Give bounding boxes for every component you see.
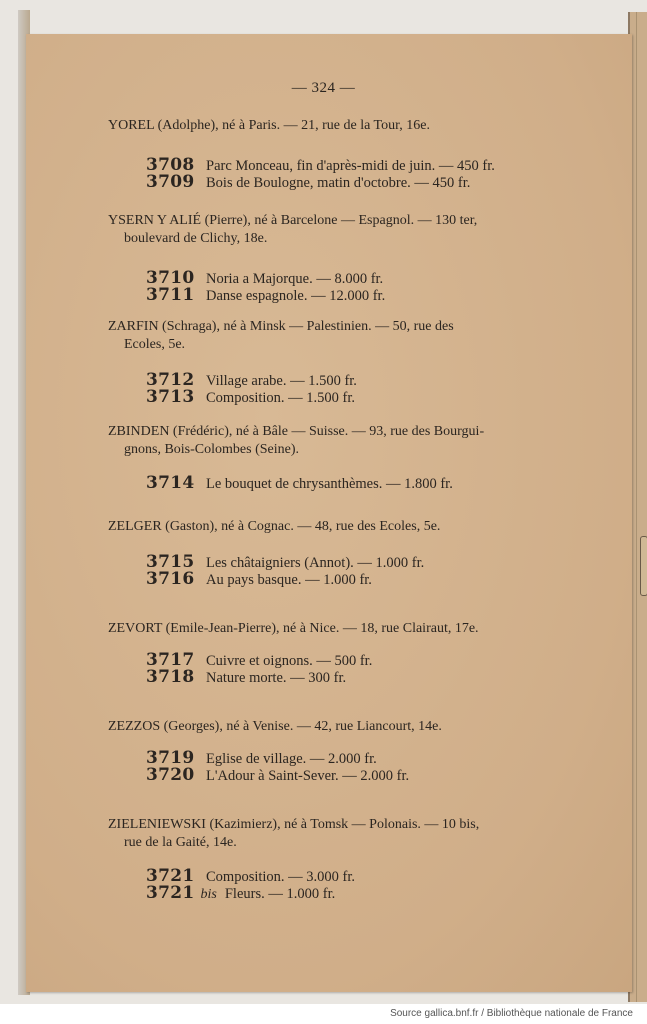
catalog-entry-zevort bbox=[108, 620, 600, 687]
works-list bbox=[108, 473, 600, 493]
work-number: 3721 bbox=[146, 866, 195, 886]
artist-header bbox=[108, 318, 600, 354]
artist-header bbox=[108, 518, 600, 536]
work-item bbox=[146, 172, 600, 192]
page-number: — 324 — bbox=[291, 80, 356, 96]
artist-header-line1: ZIELENIEWSKI (Kazimierz), né à Tomsk — Polonais. — 10 bis, bbox=[108, 817, 480, 832]
works-list bbox=[108, 552, 600, 589]
artist-header bbox=[108, 816, 600, 852]
catalog-entry-zieleniewski bbox=[108, 816, 600, 903]
catalog-entry-yorel bbox=[108, 117, 600, 192]
work-number: 3712 bbox=[146, 370, 195, 390]
catalog-entry-zbinden bbox=[108, 423, 600, 493]
work-title: Bois de Boulogne, matin d'octobre. — 450 fr. bbox=[206, 175, 471, 191]
artist-header-line1: ZBINDEN (Frédéric), né à Bâle — Suisse. — 93, rue des Bourgui- bbox=[108, 424, 485, 439]
catalog-entry-zelger bbox=[108, 518, 600, 589]
work-title: Fleurs. — 1.000 fr. bbox=[224, 886, 336, 902]
artist-header-line2: boulevard de Clichy, 18e. bbox=[124, 231, 268, 246]
work-item bbox=[146, 765, 600, 785]
artist-header-line1: ZEVORT (Emile-Jean-Pierre), né à Nice. — 18, rue Clairaut, 17e. bbox=[108, 621, 479, 636]
work-item bbox=[146, 473, 600, 493]
work-item bbox=[146, 268, 600, 288]
work-title: Nature morte. — 300 fr. bbox=[206, 670, 347, 686]
work-number: 3711 bbox=[146, 285, 195, 305]
work-number: 3714 bbox=[146, 473, 195, 493]
works-list bbox=[108, 650, 600, 687]
artist-header-line1: YSERN Y ALIÉ (Pierre), né à Barcelone — Espagnol. — 130 ter, bbox=[108, 213, 478, 228]
artist-header bbox=[108, 117, 600, 135]
work-title: Les châtaigniers (Annot). — 1.000 fr. bbox=[206, 555, 425, 571]
work-title: Parc Monceau, fin d'après-midi de juin. — 450 fr. bbox=[206, 158, 495, 174]
work-title: Composition. — 1.500 fr. bbox=[206, 390, 356, 406]
catalog-entry-ysern bbox=[108, 212, 600, 305]
work-title: Village arabe. — 1.500 fr. bbox=[206, 373, 357, 389]
work-number: 3719 bbox=[146, 748, 195, 768]
artist-header-line1: YOREL (Adolphe), né à Paris. — 21, rue de la Tour, 16e. bbox=[108, 118, 430, 133]
artist-header-line2: gnons, Bois-Colombes (Seine). bbox=[124, 442, 299, 457]
work-item bbox=[146, 866, 600, 886]
work-title: Eglise de village. — 2.000 fr. bbox=[206, 751, 377, 767]
work-number: 3721 bbox=[146, 883, 195, 903]
works-list bbox=[108, 155, 600, 192]
work-number: 3720 bbox=[146, 765, 195, 785]
artist-header-line2: Ecoles, 5e. bbox=[124, 337, 186, 352]
work-number: 3713 bbox=[146, 387, 195, 407]
work-item bbox=[146, 370, 600, 390]
work-item bbox=[146, 667, 600, 687]
source-credit: Source gallica.bnf.fr / Bibliothèque nationale de France bbox=[390, 1008, 633, 1019]
work-number: 3709 bbox=[146, 172, 195, 192]
artist-header bbox=[108, 718, 600, 736]
work-item bbox=[146, 650, 600, 670]
work-number: 3708 bbox=[146, 155, 195, 175]
work-title: Danse espagnole. — 12.000 fr. bbox=[206, 288, 386, 304]
work-item bbox=[146, 552, 600, 572]
work-title: L'Adour à Saint-Sever. — 2.000 fr. bbox=[206, 768, 410, 784]
artist-header-line2: rue de la Gaité, 14e. bbox=[124, 835, 237, 850]
work-item bbox=[146, 387, 600, 407]
work-title: Au pays basque. — 1.000 fr. bbox=[206, 572, 372, 588]
artist-header bbox=[108, 212, 600, 248]
work-title: Composition. — 3.000 fr. bbox=[206, 869, 356, 885]
work-item bbox=[146, 748, 600, 768]
work-item bbox=[146, 285, 600, 305]
catalog-entry-zarfin bbox=[108, 318, 600, 407]
catalog-entry-zezzos bbox=[108, 718, 600, 785]
work-item bbox=[146, 155, 600, 175]
works-list bbox=[108, 268, 600, 305]
work-title: Le bouquet de chrysanthèmes. — 1.800 fr. bbox=[206, 476, 453, 492]
artist-header bbox=[108, 423, 600, 459]
works-list bbox=[108, 866, 600, 903]
works-list bbox=[108, 370, 600, 407]
work-title: Cuivre et oignons. — 500 fr. bbox=[206, 653, 373, 669]
artist-header bbox=[108, 620, 600, 638]
works-list bbox=[108, 748, 600, 785]
work-number: 3710 bbox=[146, 268, 195, 288]
work-number: 3716 bbox=[146, 569, 195, 589]
work-bis-suffix: bis bbox=[200, 887, 217, 902]
artist-header-line1: ZELGER (Gaston), né à Cognac. — 48, rue des Ecoles, 5e. bbox=[108, 519, 441, 534]
artist-header-line1: ZARFIN (Schraga), né à Minsk — Palestinien. — 50, rue des bbox=[108, 319, 454, 334]
artist-header-line1: ZEZZOS (Georges), né à Venise. — 42, rue Liancourt, 14e. bbox=[108, 719, 442, 734]
work-number: 3715 bbox=[146, 552, 195, 572]
work-number: 3718 bbox=[146, 667, 195, 687]
work-title: Noria a Majorque. — 8.000 fr. bbox=[206, 271, 384, 287]
work-number: 3717 bbox=[146, 650, 195, 670]
